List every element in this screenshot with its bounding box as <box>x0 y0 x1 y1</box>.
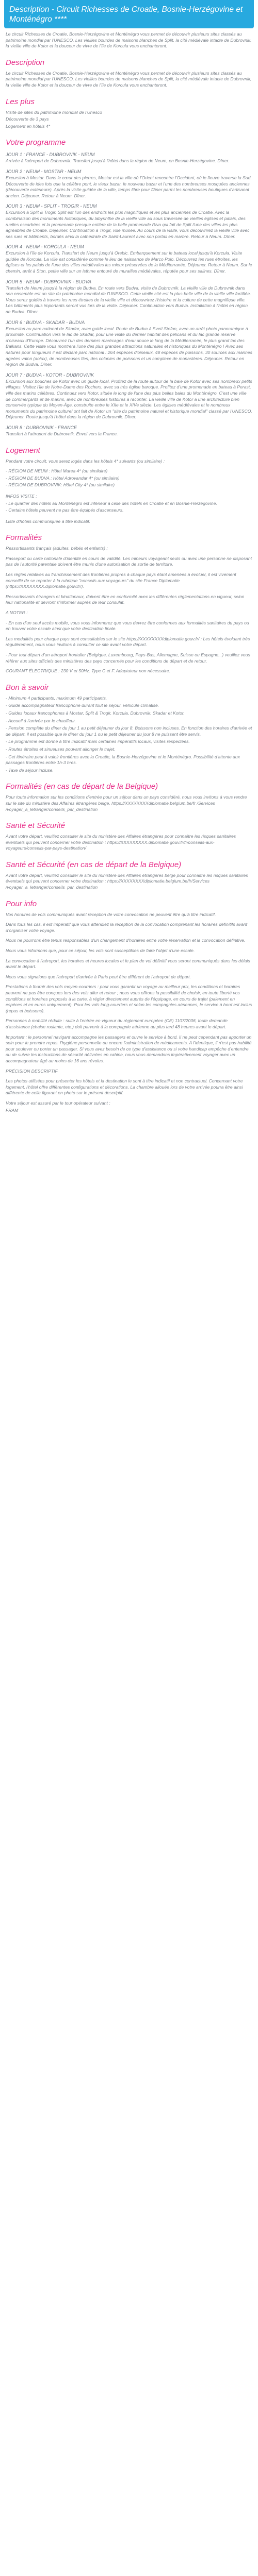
operator-info <box>6 1100 252 1113</box>
bon-a-savoir-item: - Minimum 4 participants, maximum 49 participants. <box>6 695 107 701</box>
operator-label: Votre séjour est assuré par le tour opérateur suivant : <box>6 1100 110 1106</box>
pour-info-paragraph: Personnes à mobilité réduite : suite à l'entrée en vigueur du règlement européen (CE) 1107/2006, toute demande d'assistance (chaise roulante, etc.) doit parvenir à la compagnie aérienne au plus tard 48 heures avant le départ. <box>6 1018 228 1029</box>
day-title: JOUR 8 : DUBROVNIK - FRANCE <box>6 425 77 430</box>
pour-info-paragraph: La convocation à l'aéroport, les horaires et heures locales et le plan de vol définitif vous seront communiqués dans les délais avant le départ. <box>6 958 250 970</box>
formalites-belgique-heading: Formalités (en cas de départ de la Belgique) <box>6 782 158 791</box>
page <box>0 0 258 1113</box>
formalites-paragraph: - Pour tout départ d'un aéroport frontalier (Belgique, Luxembourg, Pays-Bas, Allemagne, Suisse ou Espagne...) veuillez vous référer aux sites officiels des ministères des pays concernés pour les conditions de départ et de retour. <box>6 652 250 664</box>
pour-info-paragraph: Vos horaires de vols communiqués avant réception de votre convocation ne peuvent être qu'à titre indicatif. <box>6 911 216 917</box>
logement-info-item: - Le quartier des hôtels au Monténégro est inférieur à celle des hôtels en Croatie et en Bosnie-Herzégovine. <box>6 500 217 506</box>
spacer <box>6 515 252 519</box>
les-plus-item: Découverte de 3 pays <box>6 116 49 122</box>
formalites-paragraph: Les règles relatives au franchissement des frontières propres à chaque pays étant amenées à évoluer, il est vivement conseillé de se reporter à la rubrique "conseils aux voyageurs" du site France Diplomatie (https://XXXXXXXX.diplomatie.gouv.fr/). <box>6 572 236 589</box>
les-plus-item: Logement en hôtels 4* <box>6 123 51 129</box>
sante-belgique-heading: Santé et Sécurité (en cas de départ de la Belgique) <box>6 860 182 869</box>
pour-info-paragraph: PRÉCISION DESCRIPTIF <box>6 1068 58 1074</box>
bon-a-savoir-item: - Accueil à l'arrivée par le chauffeur. <box>6 718 76 723</box>
pour-info-paragraph: Nous ne pourrons être tenus responsables d'un changement d'horaires entre votre réservation et la convocation définitive. <box>6 938 246 943</box>
day-text: Excursion à Mostar. Dans le cœur des pierres, Mostar est la ville où l'Orient rencontre l'Occident, où le fleuve traverse la Sud. Découverte de ides lots que la célèbre pont, le vieux bazar, le nouveau bazar et l'une des nombreuses mosquées anciennes (découverte extérieure). Après la visite guidée de la ville, temps libre pour flâner parmi les nombreuses boutiques d'artisanat ancien. Déjeuner. Retour à Neum. Dîner. <box>6 175 252 198</box>
title-banner <box>4 0 254 28</box>
sante-belgique-paragraph: Avant votre départ, veuillez consulter le site du ministère des Affaires étrangères belge pour connaître les risques sanitaires éventuels qui peuvent concerner votre destination : https://XXXXXXXXdiplomatie.belgium.be/fr/Services /voyager_a_letranger/conseils_par_destination <box>6 872 248 890</box>
bon-a-savoir-item: - Routes étroites et sinueuses pouvant allonger le trajet. <box>6 746 116 752</box>
pour-info-paragraph: Important : le personnel navigant accompagne les passagers et ouvre le service à bord. Il ne peut cependant pas apporter un soin pour le prendre repas. l'hygiène personnelle ou encore l'administration de médicaments. A l'identique, il n'est pas habilité pour soulever ou porter un passager. Si vous avez besoin de ce type d'assistance ou si votre handicap empêche d'entendre ou de suivre les instructions de sécurité délivrées en cabine, nous vous demandons impérativement voyager avec un accompagnateur âgé au moins de 16 ans révolus. <box>6 1034 252 1063</box>
day-title: JOUR 2 : NEUM - MOSTAR - NEUM <box>6 168 82 174</box>
day-title: JOUR 6 : BUDVA - SKADAR - BUDVA <box>6 319 85 325</box>
les-plus-heading: Les plus <box>6 97 35 106</box>
bon-a-savoir-item: - Guides locaux francophones à Mostar, Split & Trogir, Korcula, Dubrovnik, Skadar et Kotor. <box>6 710 185 716</box>
hotel-list <box>6 468 252 488</box>
day-text: Excursion au parc national de Skadar, avec guide local. Route de Budva à Sveti Stefan, avec un arrêt photo panoramique à proximité. Continuation vers le lac de Skadar, pour une visite du dernier habitat des pélicans et du lac grande réserve d'oiseaux d'Europe. Découvrez l'un des derniers marécages d'eau douce le long de la Méditerranée, le plus grand lac des Balkans. Cette visite vous montrera l'une des plus grandes attractions naturelles et historiques du Monténégro ! Avec ses natures pour longueurs il est déclaré parc national : 264 espèces d'oiseaux, 48 espèces de poissons, 30 sources aux marines ageées valon (aoiux), de nombreuses îles, des colonies de poissons et un complexe de monastères. Déjeuner. Retour en région de Budva. Dîner. <box>6 326 252 367</box>
hotel-item: - RÉGION DE NEUM : Hôtel Marea 4* (ou similaire) <box>6 468 108 474</box>
description-paragraph: Le circuit Richesses de Croatie, Bosnie-Herzégovine et Monténégro vous permet de découvrir plusieurs sites classés au patrimoine mondial par l'UNESCO. Les vieilles bourdes de maisons blanches de Split, la cité médiévale intacte de Dubrovnik, la vieille ville de Kotor et la douceur de vivre de l'île de Korcula vous enchanteront. <box>6 70 252 88</box>
pour-info-heading: Pour info <box>6 899 37 908</box>
hotel-item: - RÉGION DE DUBROVNIK: Hôtel City 4* (ou similaire) <box>6 482 115 488</box>
les-plus-item: Visite de sites du patrimoine mondial de l'Unesco <box>6 109 102 115</box>
description-heading: Description <box>6 58 45 67</box>
day-text: Excursion à Split & Trogir. Split est l'un des endroits les plus magnifiques et les plus anciennes de Croatie. Avec la combinaison des monuments historiques, du labyrinthe de la vieille ville au sous traversée de vieilles églises et palais, des ruelles escarbées et la promenade presque entière de la belle promenade Riva qui fait de Split l'une des villes les plus agréables de Croatie. Déjeuner. Continuation à Trogir, ville musée. Au cours de la visite, vous découvrirez la vieille ville avec ses rues et bâtiments, bordés ainsi la cathédrale de Saint-Laurent avec son portail en marbre. Retour à Neum. Dîner. <box>6 210 250 239</box>
programme-heading: Votre programme <box>6 138 66 147</box>
formalites-paragraph: - En cas d'un seul accès mobile, vous vous informerez que vous devrez être conformes aux formalités sanitaires du pays ou en trouver votre escale ainsi que votre destination finale. <box>6 620 249 632</box>
sante-paragraph: Avant votre départ, veuillez consulter le site du ministère des Affaires étrangères pour connaître les risques sanitaires éventuels qui peuvent concerner votre destination : https://XXXXXXXXX.diplomatie.gouv.fr/fr/conseils-aux-voyageurs/conseils-par-pays-destination/ <box>6 834 236 851</box>
hotel-item: - RÉGION DE BUDVA : Hôtel Adrovandar 4* (ou similaire) <box>6 475 120 481</box>
logement-info-item: - Certains hôtels peuvent ne pas être équipés d'ascenseurs. <box>6 507 124 513</box>
pour-info-paragraph: Dans tous les cas, il est impératif que vous attendiez la réception de la convocation comprenant les horaires définitifs avant d'organiser votre voyage. <box>6 922 248 933</box>
logement-info-title: INFOS VISITE : <box>6 493 37 499</box>
intro <box>6 31 252 49</box>
formalites-belgique-paragraph: Pour toute information sur les conditions d'entrée pour un séjour dans un pays considéré, nous vous invitons à vous rendre sur le site du ministère des Affaires étrangères belge, https://XXXXXXXXdiplomatie.belgium.be/fr /Services /voyager_a_letranger/conseils_par_destination <box>6 794 247 812</box>
bon-a-savoir-item: - Guide accompagnateur francophone durant tout le séjour, véhicule climatisé. <box>6 703 159 708</box>
bon-a-savoir-heading: Bon à savoir <box>6 683 49 692</box>
page-title: Description - Circuit Richesses de Croatie, Bosnie-Herzégovine et Monténégro **** <box>9 5 243 24</box>
pour-info-paragraph: Nous vous informons que, pour ce séjour, les vols sont susceptibles de faire l'objet d'une escale. <box>6 948 195 954</box>
day-text: Excursion aux bouches de Kotor avec un guide local. Profitez de la route autour de la baie de Kotor avec ses nombreux petits villages. Visitez l'île de Notre-Dame des Rochers, avec sa très église baroque. Profitez d'une promenade en bateau à Perast, ville des marins célèbres. Continuez vers Kotor, située le long de l'une des plus belles baies du Monténégro. C'est une ville de commerçants et de marins, avec de nombreuses histoires à raconter. La vieille ville de Kotor a une architecture bien conservée typique du Moyen-Âge, construite entre le XIIe et le XIVe siècle. Les églises médiévales et le nombreux monuments du patrimoine culturel ont fait de Kotor un "site du patrimoine naturel et historique mondial" classé par l'UNESCO. Déjeuner. Route jusqu'à l'hôtel dans la région de Dubrovnik. Dîner. <box>6 378 252 420</box>
les-plus-list <box>6 110 252 130</box>
sante-heading: Santé et Sécurité <box>6 821 66 831</box>
day-text: Transfert de Neum jusqu'à la région de Budva. En route vers Budva, visite de Dubrovnik. La vieille ville de Dubrovnik dans son ensemble est un site du patrimoine mondial de l'UNESCO. Cette vieille cité est la plus belle ville de la vieille ville fortifiée. Vous serez guidés à travers les rues étroites de la vieille ville et découvrirez l'histoire et la culture de cette magnifique ville. Les bâtiments plus importants seront vus lors de la visite. Déjeuner. Continuation vers Budva. Installation à l'hôtel en région de Budva. Dîner. <box>6 285 251 315</box>
day-title: JOUR 4 : NEUM - KORCULA - NEUM <box>6 244 84 250</box>
operator-name: FRAM <box>6 1107 19 1113</box>
formalites-heading: Formalités <box>6 533 42 543</box>
pour-info-paragraph: Les photos utilisées pour présenter les hôtels et la destination le sont à titre indicatif et non contractuel. Concernant votre logement, l'hôtel offre différentes configurations et décorations. La chambre allouée lors de votre arrivée pourra être ainsi différente de celle figurant en photo sur le présent descriptif. <box>6 1078 243 1096</box>
bon-a-savoir-item: - Taxe de séjour incluse. <box>6 767 54 773</box>
logement-info <box>6 494 252 514</box>
logement-intro: Pendant votre circuit, vous serez logés dans les hôtels 4* suivants (ou similaire) : <box>6 458 165 464</box>
spacer <box>6 489 252 494</box>
formalites-paragraph: Ressortissants français (adultes, bébés et enfants) : <box>6 546 108 551</box>
content <box>0 28 258 1113</box>
logement-closing: Liste d'hôtels communiquée à titre indicatif. <box>6 518 91 524</box>
bon-a-savoir-item: - Le programme est donné à titre indicatif mais certaines impératifs locaux, visites respectées. <box>6 739 190 744</box>
day-text: Transfert à l'aéroport de Dubrovnik. Envol vers la France. <box>6 431 118 436</box>
formalites-paragraph: Ressortissants étrangers et binationaux, doivent être en conformité avec les différentes réglementations en vigueur, selon leur nationalité et devront s'informer auprès de leur consulat. <box>6 594 245 605</box>
intro-paragraph: Le circuit Richesses de Croatie, Bosnie-Herzégovine et Monténégro vous permet de découvrir plusieurs sites classés au patrimoine mondial par l'UNESCO. Les vieilles bourdes de maisons blanches de Split, la cité médiévale intacte de Dubrovnik, la vieille ville de Kotor et la douceur de vivre de l'île de Korcula vous enchanteront. <box>6 31 252 49</box>
day-title: JOUR 3 : NEUM - SPLIT - TROGIR - NEUM <box>6 204 97 209</box>
bon-a-savoir-item: - Pension complète du dîner du jour 1 au petit déjeuner du jour 8. Boissons non incluses. En fonction des horaires d'arrivée et de départ, il est possible que le dîner du jour 1 ou le petit déjeuner du jour 8 ne puissent être servis. <box>6 725 252 737</box>
formalites-paragraph: Les modalités pour chaque pays sont consultables sur le site https://XXXXXXXXdiplomatie.gouv.fr/ ; Les hôtels évoluant très régulièrement, nous vous invitons à consulter ce site avant votre départ. <box>6 636 250 648</box>
formalites-paragraph: A NOTER : <box>6 610 28 616</box>
bon-a-savoir-list <box>6 696 252 774</box>
pour-info-paragraph: Nous vous signalons que l'aéroport d'arrivée à Paris peut être différent de l'aéroport de départ. <box>6 974 191 979</box>
programme-days <box>6 151 252 437</box>
logement-heading: Logement <box>6 446 40 455</box>
pour-info-paragraph: Prestations à fournir des vols moyen-courriers : pour vous garantir un voyage au meilleur prix, les conditions et horaires peuvent ne pas être conçues lors des vols aller et retour ; nous vous offrons la possibilité de choisir, en toute liberté vos conditions et horaires proposés à la carte, à régler directement auprès de l'équipage, en cours de trajet (paiement en espèces et en euros uniquement). Pour les vols long-courriers et selon les compagnies aériennes, le service à bord est inclus (repas et boissons). <box>6 984 252 1013</box>
day-title: JOUR 7 : BUDVA - KOTOR - DUBROVNIK <box>6 372 94 378</box>
formalites-paragraph: Passeport ou carte nationale d'identité en cours de validité. Les mineurs voyageant seuls ou avec une personne ne disposant pas de l'autorité parentale doivent être munis d'une autorisation de sortie de territoire. <box>6 555 252 567</box>
day-title: JOUR 1 : FRANCE - DUBROVNIK - NEUM <box>6 152 95 158</box>
day-text: Excursion à l'île de Korcula. Transfert de Neum jusqu'à Orebic. Embarquement sur le bateau local jusqu'à Korcula. Visite guidée de Korcula. La ville est considérée comme le lieu de naissance de Marco Polo. Découvrez les rues étroites, les églises et les palais de l'une des villes médiévales les mieux préservées de la Méditerranée. Déjeuner. Retour à Neum. Sur le chemin, arrêt à Ston, petite ville sur un isthme entouré de murailles médiévales, réputée pour ses salines. Dîner. <box>6 250 252 274</box>
formalites-paragraph: COURANT ÉLECTRIQUE : 230 V et 50Hz. Type C et F. Adaptateur non nécessaire. <box>6 668 170 674</box>
day-text: Arrivée à l'aéroport de Dubrovnik. Transfert jusqu'à l'hôtel dans la région de Neum, en Bosnie-Herzégovine. Dîner. <box>6 158 230 164</box>
day-title: JOUR 5 : NEUM - DUBROVNIK - BUDVA <box>6 279 92 284</box>
bon-a-savoir-item: - Cet itinéraire peut à valoir frontières avec la Croatie, la Bosnie-Herzégovine et le Monténégro. Possibilité d'attente aux passages frontières entre 1h-3 hres. <box>6 754 240 766</box>
